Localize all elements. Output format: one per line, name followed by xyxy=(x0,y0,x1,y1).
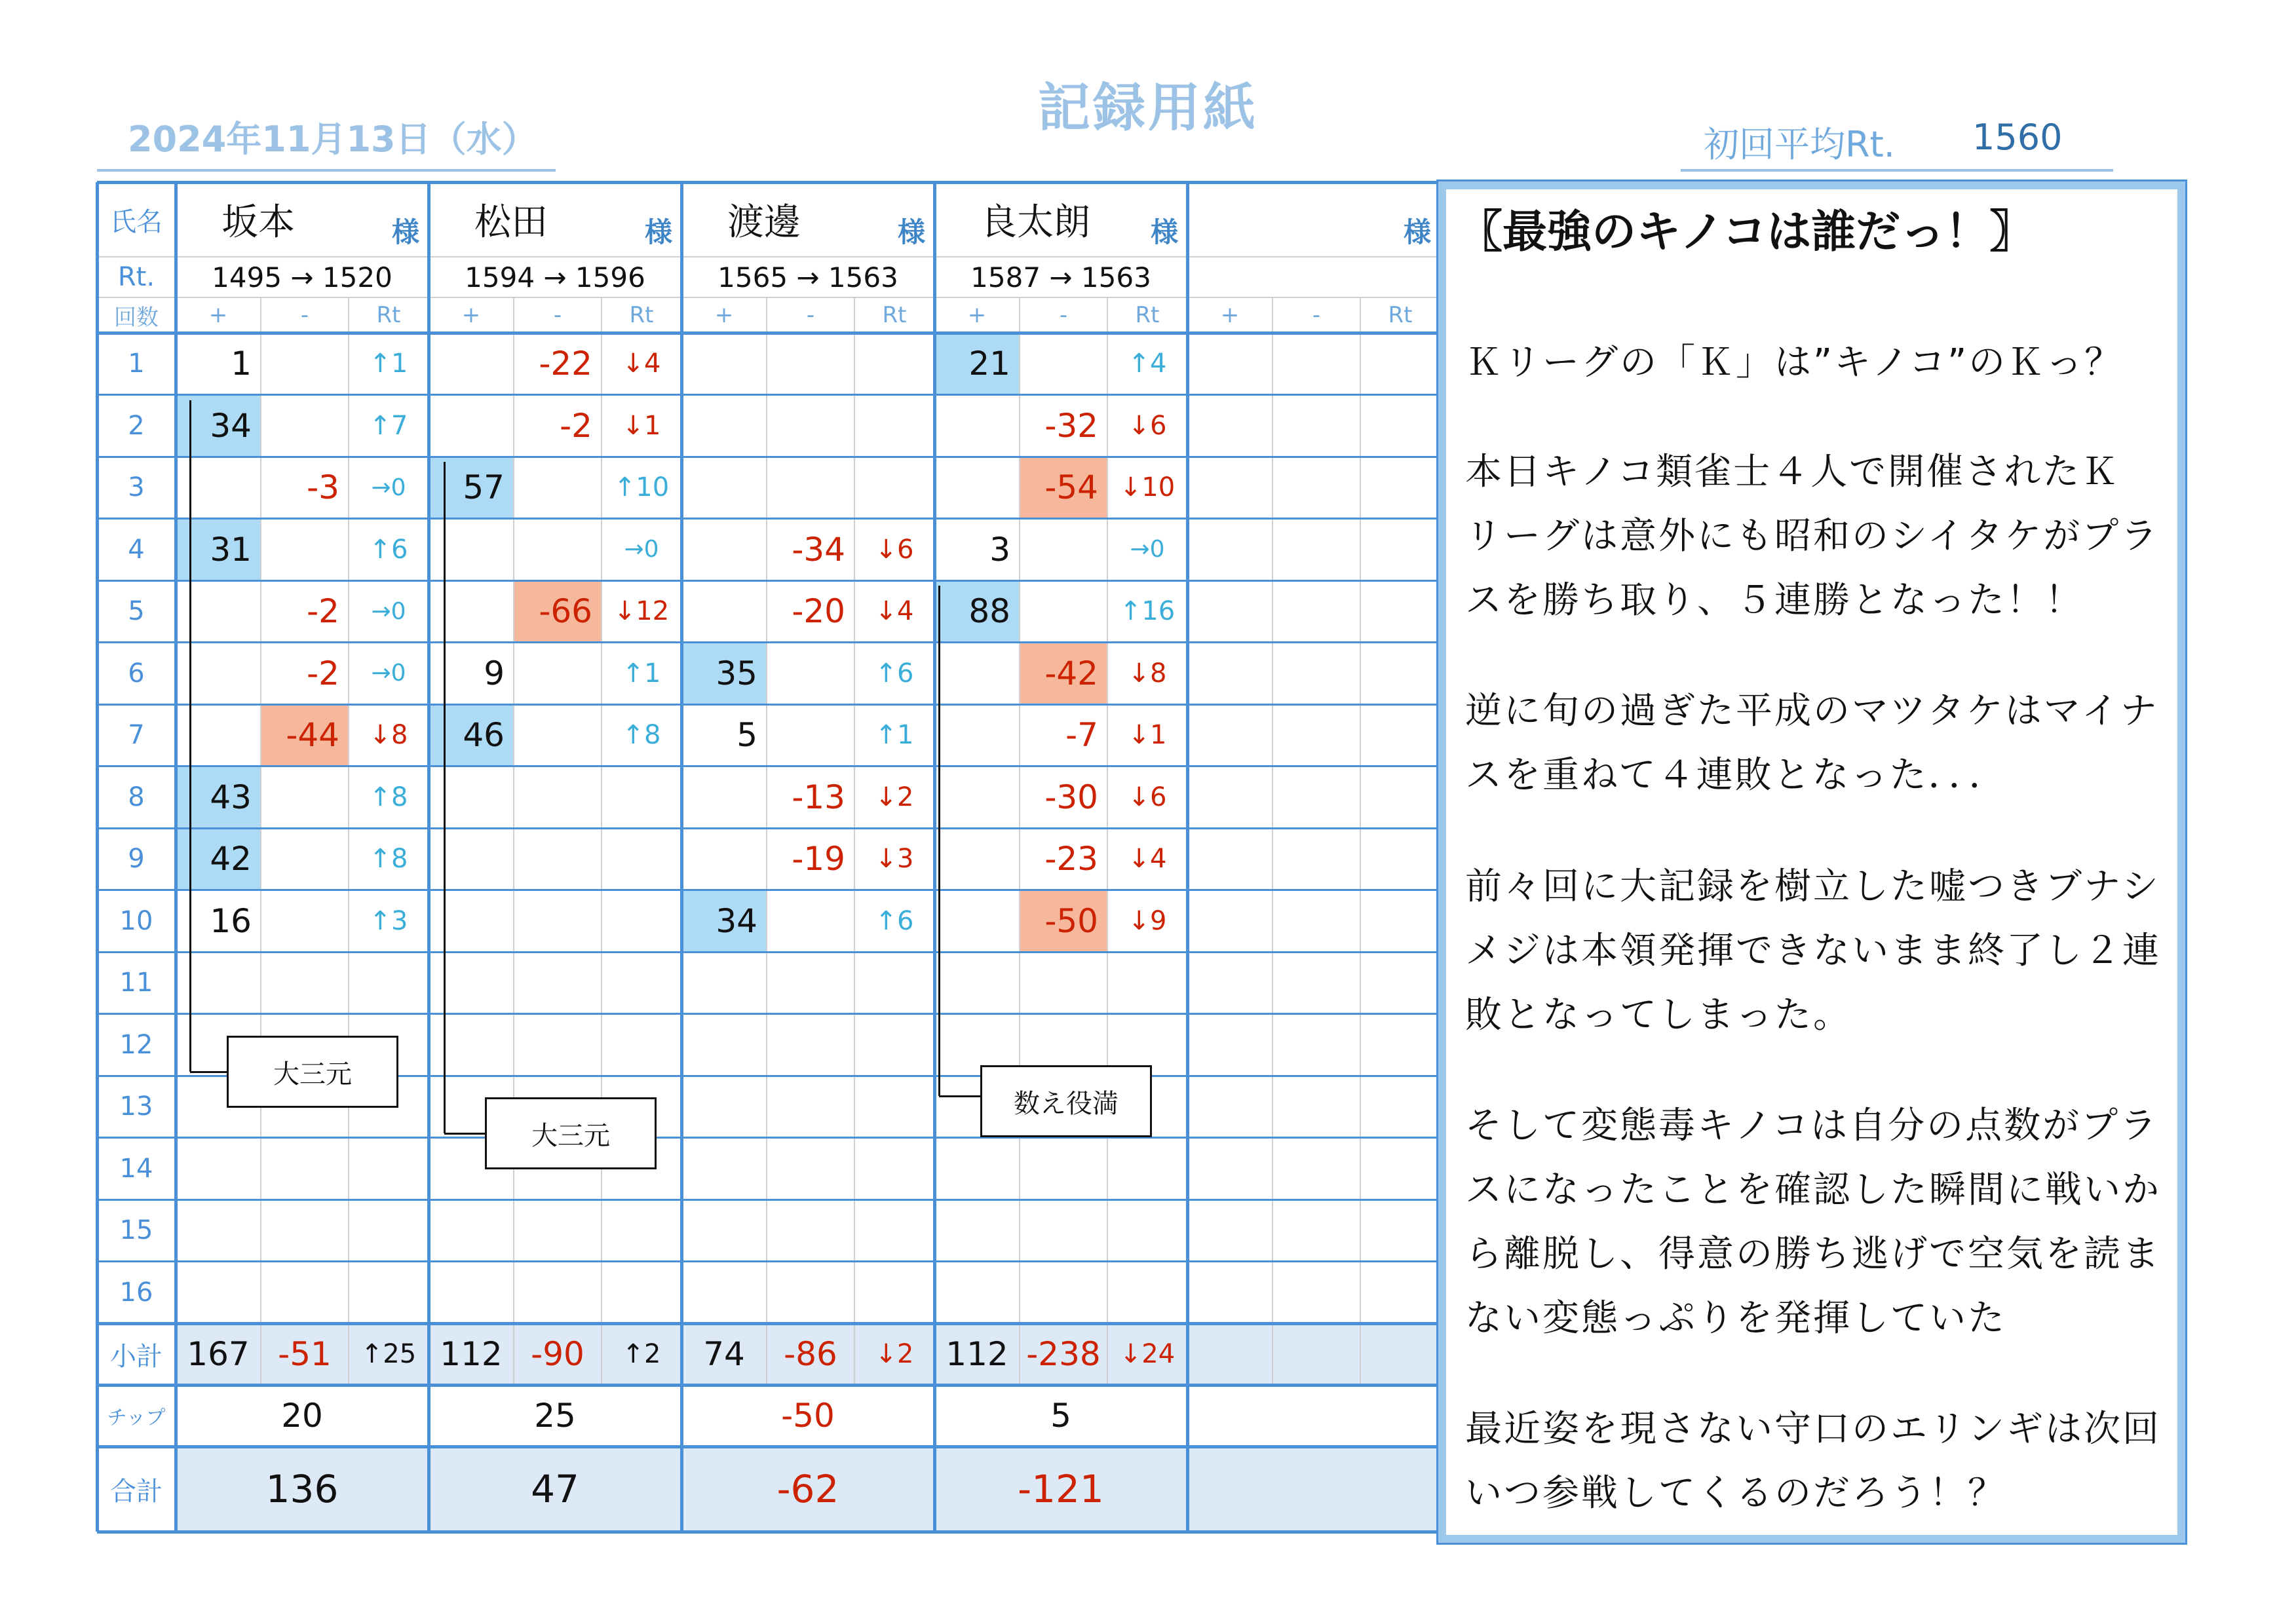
grid-line xyxy=(444,462,446,1133)
subtotal-minus xyxy=(1272,1323,1360,1385)
score-minus: -54 xyxy=(1020,457,1107,519)
score-plus: 3 xyxy=(989,530,1010,569)
report-line: 逆に旬の過ぎた平成のマツタケはマイナ xyxy=(1465,690,2159,732)
rating-delta: ↑3 xyxy=(369,905,408,936)
score-plus xyxy=(429,395,514,457)
score-plus xyxy=(681,395,767,457)
grid-line xyxy=(427,182,430,1532)
grid-line xyxy=(97,394,1440,396)
col-header-minus: - xyxy=(806,302,815,328)
rating-delta: ↓4 xyxy=(875,596,914,627)
score-minus xyxy=(514,519,602,581)
round-number: 6 xyxy=(128,658,145,689)
score-minus xyxy=(1020,580,1107,643)
grid-line xyxy=(1186,182,1189,1532)
report-line: スを勝ち取り、５連勝となった！！ xyxy=(1465,579,2084,622)
report-line: スを重ねて４連敗となった．．． xyxy=(1465,754,2008,797)
score-plus xyxy=(934,704,1020,766)
rating-delta: ↑8 xyxy=(369,782,408,812)
grid-line xyxy=(174,182,178,1532)
player-rating-change: 1495 → 1520 xyxy=(212,261,392,293)
rating-delta xyxy=(854,333,934,395)
row-label-subtotal: 小計 xyxy=(110,1341,163,1372)
grid-line xyxy=(97,704,1440,706)
chip-value: 5 xyxy=(1050,1397,1071,1435)
average-rating-value: 1560 xyxy=(1972,117,2063,158)
subtotal-plus xyxy=(1187,1323,1272,1385)
grid-line xyxy=(260,297,261,1385)
rating-delta: ↓9 xyxy=(1128,905,1167,936)
score-plus: 42 xyxy=(176,828,261,890)
score-minus xyxy=(767,890,854,953)
score-minus xyxy=(514,457,602,519)
score-plus xyxy=(176,580,261,643)
rating-delta: ↑6 xyxy=(369,534,408,565)
score-minus: -30 xyxy=(1044,778,1098,816)
grid-line xyxy=(933,182,936,1532)
grid-line xyxy=(97,1445,1440,1448)
score-plus: 35 xyxy=(681,643,767,705)
rating-delta: →0 xyxy=(371,474,406,501)
row-label-chip: チップ xyxy=(107,1407,166,1429)
report-line: 敗となってしまった。 xyxy=(1465,994,1852,1036)
player-name: 坂本 xyxy=(221,201,295,244)
subtotal-plus: 74 xyxy=(703,1335,745,1373)
grid-line xyxy=(601,297,602,1385)
grid-line xyxy=(766,297,767,1385)
score-plus xyxy=(681,333,767,395)
score-minus: -66 xyxy=(514,580,602,643)
average-rating-underline xyxy=(1681,169,2113,172)
round-number: 11 xyxy=(119,968,153,998)
grid-line xyxy=(97,951,1440,953)
score-minus: -23 xyxy=(1044,840,1098,878)
score-minus: -2 xyxy=(560,406,592,445)
report-line: リーグは意外にも昭和のシイタケがプラ xyxy=(1465,515,2160,557)
score-plus: 34 xyxy=(681,890,767,953)
grid-line xyxy=(190,1071,227,1073)
rating-delta: ↓12 xyxy=(613,596,670,627)
player-rating-change: 1565 → 1563 xyxy=(718,261,898,293)
score-minus: -20 xyxy=(792,592,845,631)
player-name xyxy=(1187,182,1440,257)
score-minus xyxy=(261,828,349,890)
score-plus xyxy=(429,828,514,890)
grid-line xyxy=(97,331,1440,335)
subtotal-rating-delta: ↓2 xyxy=(875,1339,914,1369)
col-header-plus: + xyxy=(208,302,228,328)
score-plus xyxy=(429,580,514,643)
score-plus xyxy=(429,766,514,829)
round-number: 16 xyxy=(119,1277,153,1308)
round-number: 8 xyxy=(128,782,145,812)
player-rating-change: 1587 → 1563 xyxy=(970,261,1151,293)
score-plus: 57 xyxy=(429,457,514,519)
report-line: 本日キノコ類雀士４人で開催されたＫ xyxy=(1465,451,2120,493)
grid-line xyxy=(444,1133,485,1135)
grid-line xyxy=(97,580,1440,582)
player-name: 渡邊 xyxy=(727,201,801,244)
rating-delta: ↑8 xyxy=(369,844,408,875)
row-label-name: 氏名 xyxy=(110,206,163,237)
grid-line xyxy=(96,182,99,1532)
score-minus xyxy=(1020,519,1107,581)
player-name: 良太朗 xyxy=(980,201,1090,244)
total-score: -62 xyxy=(776,1467,839,1511)
score-plus xyxy=(934,766,1020,829)
round-number: 5 xyxy=(128,596,145,627)
report-line: ら離脱し、得意の勝ち逃げで空気を読ま xyxy=(1465,1233,2161,1275)
score-plus xyxy=(681,519,767,581)
total-score: -121 xyxy=(1018,1467,1104,1511)
honorific-suffix: 様 xyxy=(898,216,926,248)
score-minus xyxy=(767,395,854,457)
score-minus: -13 xyxy=(792,778,845,816)
total-score: 47 xyxy=(531,1467,579,1511)
player-rating-change: 1594 → 1596 xyxy=(465,261,645,293)
rating-delta: ↓8 xyxy=(369,720,408,751)
grid-line xyxy=(97,1013,1440,1015)
score-plus: 31 xyxy=(176,519,261,581)
report-line: メジは本領発揮できないまま終了し２連 xyxy=(1465,930,2161,972)
round-number: 2 xyxy=(128,410,145,441)
report-paragraph xyxy=(1465,679,2166,808)
score-minus xyxy=(514,704,602,766)
score-plus xyxy=(176,457,261,519)
round-number: 3 xyxy=(128,472,145,503)
rating-delta: ↓2 xyxy=(875,782,914,812)
grid-line xyxy=(97,889,1440,891)
score-plus xyxy=(176,643,261,705)
subtotal-rating-delta: ↑2 xyxy=(622,1339,661,1369)
score-minus xyxy=(514,766,602,829)
score-plus xyxy=(934,457,1020,519)
grid-line xyxy=(97,297,1440,298)
round-number: 7 xyxy=(128,720,145,751)
score-minus xyxy=(261,333,349,395)
score-minus xyxy=(261,890,349,953)
round-number: 12 xyxy=(119,1029,153,1060)
grid-line xyxy=(854,297,855,1385)
honorific-suffix: 様 xyxy=(645,216,673,248)
score-minus: -32 xyxy=(1044,406,1098,445)
rating-delta: ↑1 xyxy=(875,720,914,751)
rating-delta xyxy=(602,828,681,890)
report-line: 最近姿を現さない守口のエリンギは次回 xyxy=(1465,1408,2161,1450)
score-minus xyxy=(514,828,602,890)
grid-line xyxy=(1360,297,1361,1385)
grid-line xyxy=(97,256,1440,257)
row-label-rating: Rt. xyxy=(117,262,155,292)
rating-delta: ↓10 xyxy=(1119,472,1176,503)
grid-line xyxy=(97,1384,1440,1387)
subtotal-rating-delta: ↓24 xyxy=(1119,1339,1176,1369)
score-plus: 1 xyxy=(231,345,252,383)
score-plus: 21 xyxy=(934,333,1020,395)
rating-delta: ↑1 xyxy=(622,658,661,689)
report-line: ない変態っぷりを発揮していた xyxy=(1465,1297,2006,1340)
score-plus xyxy=(681,828,767,890)
round-number: 10 xyxy=(119,905,153,936)
report-paragraph xyxy=(1465,331,2166,395)
yakuman-annotation: 大三元 xyxy=(227,1036,398,1108)
score-minus xyxy=(767,643,854,705)
score-minus: -7 xyxy=(1065,716,1098,755)
score-sheet xyxy=(97,182,1434,1538)
player-name: 松田 xyxy=(474,201,548,244)
score-minus xyxy=(261,519,349,581)
grid-line xyxy=(97,456,1440,458)
score-minus: -22 xyxy=(539,345,592,383)
grid-line xyxy=(513,297,514,1385)
score-minus: -44 xyxy=(261,704,349,766)
col-header-rt: Rt xyxy=(882,302,907,328)
honorific-suffix: 様 xyxy=(1404,216,1432,248)
round-number: 1 xyxy=(128,349,145,379)
grid-line xyxy=(97,1530,1440,1534)
rating-delta: ↑7 xyxy=(369,410,408,441)
score-plus xyxy=(934,395,1020,457)
grid-line xyxy=(97,827,1440,829)
report-line: そして変態毒キノコは自分の点数がプラ xyxy=(1465,1105,2159,1147)
rating-delta: ↑6 xyxy=(875,658,914,689)
rating-delta: →0 xyxy=(371,660,406,687)
score-plus: 43 xyxy=(176,766,261,829)
col-header-rt: Rt xyxy=(1388,302,1413,328)
grid-line xyxy=(348,297,349,1385)
yakuman-annotation: 大三元 xyxy=(485,1097,657,1169)
rating-delta: ↓1 xyxy=(1128,720,1167,751)
round-number: 9 xyxy=(128,844,145,875)
report-line: スになったことを確認した瞬間に戦いか xyxy=(1465,1169,2161,1211)
rating-delta: ↓6 xyxy=(1128,782,1167,812)
score-minus xyxy=(767,333,854,395)
score-plus xyxy=(176,704,261,766)
score-plus xyxy=(681,580,767,643)
report-paragraph xyxy=(1465,1094,2166,1351)
subtotal-minus: -86 xyxy=(784,1335,837,1373)
row-label-total: 合計 xyxy=(110,1476,163,1507)
grid-line xyxy=(97,1199,1440,1201)
subtotal-minus: -90 xyxy=(531,1335,584,1373)
rating-delta: →0 xyxy=(1130,536,1165,563)
subtotal-rating-delta xyxy=(1360,1323,1440,1385)
subtotal-minus: -238 xyxy=(1026,1335,1101,1373)
rating-delta: ↑8 xyxy=(622,720,661,751)
score-minus xyxy=(767,457,854,519)
report-line: 前々回に大記録を樹立した嘘つきブナシ xyxy=(1465,865,2160,908)
grid-line xyxy=(97,1322,1440,1325)
score-plus xyxy=(934,643,1020,705)
total-score: 136 xyxy=(265,1467,339,1511)
row-label-round: 回数 xyxy=(114,304,159,331)
score-minus xyxy=(261,395,349,457)
score-minus: -50 xyxy=(1020,890,1107,953)
score-plus xyxy=(681,766,767,829)
report-paragraph xyxy=(1465,855,2166,1048)
document-title: 記録用紙 xyxy=(1038,77,1258,138)
chip-value: -50 xyxy=(781,1397,835,1435)
grid-line xyxy=(938,586,940,1096)
honorific-suffix: 様 xyxy=(1151,216,1179,248)
score-minus xyxy=(1020,333,1107,395)
col-header-plus: + xyxy=(461,302,481,328)
report-line: いつ参戦してくるのだろう！？ xyxy=(1465,1472,2006,1515)
subtotal-rating-delta: ↑25 xyxy=(360,1339,417,1369)
rating-delta: ↑10 xyxy=(613,472,670,503)
rating-delta: ↓6 xyxy=(1128,410,1167,441)
date-label: 2024年11月13日（水） xyxy=(128,119,537,160)
honorific-suffix: 様 xyxy=(392,216,420,248)
rating-delta: ↓4 xyxy=(1128,844,1167,875)
grid-line xyxy=(680,182,683,1532)
rating-delta: ↑1 xyxy=(369,349,408,379)
yakuman-annotation: 数え役満 xyxy=(980,1065,1152,1137)
col-header-rt: Rt xyxy=(629,302,654,328)
col-header-plus: + xyxy=(714,302,734,328)
rating-delta: ↓6 xyxy=(875,534,914,565)
round-number: 14 xyxy=(119,1153,153,1184)
col-header-minus: - xyxy=(1059,302,1068,328)
rating-delta xyxy=(854,395,934,457)
chip-value: 25 xyxy=(534,1397,576,1435)
report-line: Ｋリーグの「Ｋ」は”キノコ”のＫっ？ xyxy=(1465,341,2124,384)
rating-delta: ↑4 xyxy=(1128,349,1167,379)
col-header-minus: - xyxy=(300,302,309,328)
grid-line xyxy=(97,181,1440,184)
grid-line xyxy=(1272,297,1273,1385)
score-plus: 9 xyxy=(484,654,505,692)
rating-delta: ↓8 xyxy=(1128,658,1167,689)
score-minus: -34 xyxy=(792,530,845,569)
col-header-rt: Rt xyxy=(376,302,401,328)
grid-line xyxy=(939,1095,980,1097)
rating-delta: ↓1 xyxy=(622,410,661,441)
score-plus: 34 xyxy=(176,395,261,457)
grid-line xyxy=(97,765,1440,767)
score-plus xyxy=(934,828,1020,890)
col-header-plus: + xyxy=(967,302,987,328)
score-minus: -3 xyxy=(307,468,339,507)
date-underline xyxy=(97,169,556,172)
score-minus: -2 xyxy=(307,592,339,631)
grid-line xyxy=(97,518,1440,519)
score-plus xyxy=(681,457,767,519)
report-title: 〖最強のキノコは誰だっ！〗 xyxy=(1458,206,2035,258)
average-rating-label: 初回平均Rt. xyxy=(1704,124,1895,165)
round-number: 13 xyxy=(119,1091,153,1122)
score-minus: -2 xyxy=(307,654,339,692)
rating-delta xyxy=(602,890,681,953)
grid-line xyxy=(97,1260,1440,1262)
grid-line xyxy=(189,400,191,1072)
rating-delta: ↓3 xyxy=(875,844,914,875)
rating-delta: ↑6 xyxy=(875,905,914,936)
score-plus: 5 xyxy=(737,716,757,755)
score-minus xyxy=(261,766,349,829)
grid-line xyxy=(97,641,1440,643)
score-plus xyxy=(429,890,514,953)
player-rating-change xyxy=(1187,257,1440,297)
rating-delta: ↑16 xyxy=(1119,596,1176,627)
report-paragraph xyxy=(1465,440,2166,633)
score-minus xyxy=(514,643,602,705)
score-plus xyxy=(429,519,514,581)
grid-line xyxy=(97,1137,1440,1139)
col-header-rt: Rt xyxy=(1135,302,1160,328)
score-plus xyxy=(934,890,1020,953)
score-minus: -42 xyxy=(1020,643,1107,705)
score-minus: -19 xyxy=(792,840,845,878)
score-plus: 46 xyxy=(429,704,514,766)
rating-delta xyxy=(854,457,934,519)
score-minus xyxy=(767,704,854,766)
rating-delta: ↓4 xyxy=(622,349,661,379)
report-paragraph xyxy=(1465,1397,2166,1526)
col-header-minus: - xyxy=(553,302,562,328)
round-number: 15 xyxy=(119,1215,153,1246)
subtotal-plus: 167 xyxy=(187,1335,250,1373)
chip-value: 20 xyxy=(281,1397,323,1435)
col-header-plus: + xyxy=(1220,302,1240,328)
rating-delta xyxy=(602,766,681,829)
round-number: 4 xyxy=(128,534,145,565)
subtotal-minus: -51 xyxy=(278,1335,332,1373)
subtotal-plus: 112 xyxy=(440,1335,503,1373)
subtotal-plus: 112 xyxy=(946,1335,1008,1373)
grid-line xyxy=(1019,297,1020,1385)
total-score xyxy=(1187,1446,1440,1532)
rating-delta: →0 xyxy=(624,536,659,563)
rating-delta: →0 xyxy=(371,597,406,625)
chip-value xyxy=(1187,1385,1440,1446)
score-minus xyxy=(514,890,602,953)
score-plus xyxy=(429,333,514,395)
col-header-minus: - xyxy=(1312,302,1321,328)
score-plus: 88 xyxy=(934,580,1020,643)
grid-line xyxy=(1107,297,1108,1385)
score-plus: 16 xyxy=(210,901,252,940)
